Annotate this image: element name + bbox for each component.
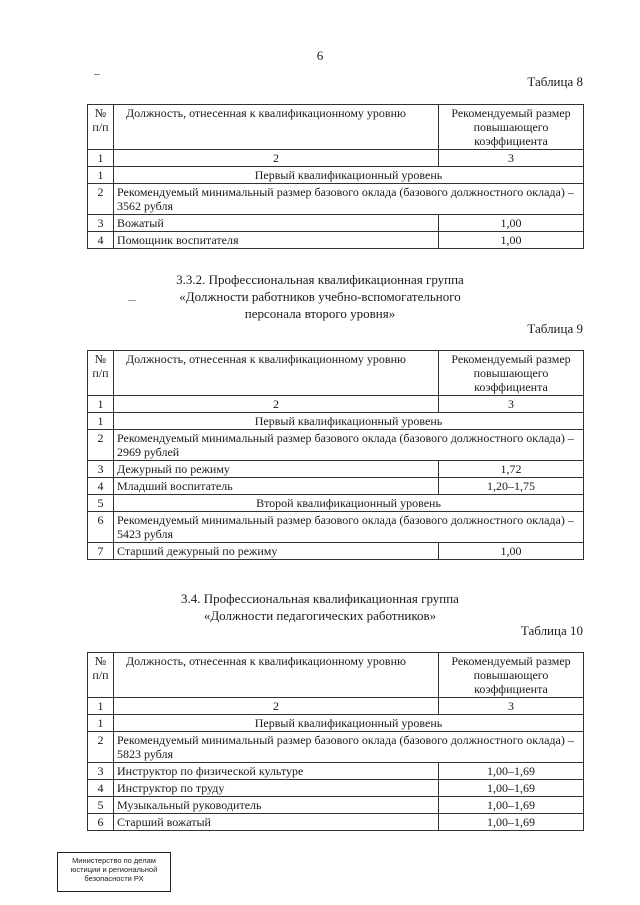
column-number-row (88, 150, 584, 167)
table-row (88, 461, 584, 478)
header-num: № п/п (88, 351, 114, 396)
row-number: 3 (88, 461, 114, 478)
heading-line: «Должности работников учебно-вспомогательного (179, 289, 461, 304)
coefficient-value: 1,00–1,69 (439, 763, 584, 780)
base-salary: Рекомендуемый минимальный размер базового оклада (базового должностного оклада) – 3562 рубля (114, 184, 584, 215)
row-number: 3 (88, 763, 114, 780)
row-number: 2 (88, 430, 114, 461)
colnum-cell: 3 (439, 150, 584, 167)
table-row (88, 732, 584, 763)
row-number: 1 (88, 715, 114, 732)
table-row (88, 184, 584, 215)
table-row (88, 167, 584, 184)
table-row (88, 543, 584, 560)
column-number-row (88, 698, 584, 715)
table-row (88, 814, 584, 831)
heading-line: персонала второго уровня» (244, 306, 396, 321)
coefficient-value: 1,00–1,69 (439, 797, 584, 814)
colnum-cell: 3 (439, 698, 584, 715)
position-name: Помощник воспитателя (114, 232, 439, 249)
header-num: № п/п (88, 653, 114, 698)
table-header-row (88, 105, 584, 150)
header-coefficient: Рекомендуемый размер повышающего коэффициента (439, 653, 584, 698)
table-header-row (88, 653, 584, 698)
position-name: Музыкальный руководитель (114, 797, 439, 814)
coefficient-value: 1,00 (439, 543, 584, 560)
table-row (88, 763, 584, 780)
row-number: 1 (88, 413, 114, 430)
coefficient-value: 1,20–1,75 (439, 478, 584, 495)
page-number: 6 (316, 48, 324, 63)
position-name: Старший дежурный по режиму (114, 543, 439, 560)
position-name: Старший вожатый (114, 814, 439, 831)
stamp-line: безопасности РХ (84, 874, 144, 883)
position-name: Инструктор по физической культуре (114, 763, 439, 780)
header-coefficient: Рекомендуемый размер повышающего коэффициента (439, 105, 584, 150)
table-10 (87, 652, 584, 831)
table-row (88, 715, 584, 732)
coefficient-value: 1,00 (439, 232, 584, 249)
coefficient-value: 1,72 (439, 461, 584, 478)
row-number: 3 (88, 215, 114, 232)
qualification-level: Первый квалификационный уровень (114, 167, 584, 184)
column-number-row (88, 396, 584, 413)
colnum-cell: 2 (114, 150, 439, 167)
header-position: Должность, отнесенная к квалификационному уровню (114, 105, 439, 150)
row-number: 4 (88, 232, 114, 249)
scan-mark (94, 74, 100, 75)
row-number: 4 (88, 780, 114, 797)
table-row (88, 797, 584, 814)
row-number: 2 (88, 184, 114, 215)
colnum-cell: 2 (114, 396, 439, 413)
table-row (88, 512, 584, 543)
ministry-stamp (57, 852, 171, 892)
row-number: 6 (88, 814, 114, 831)
position-name: Инструктор по труду (114, 780, 439, 797)
heading-line: 3.3.2. Профессиональная квалификационная группа (176, 272, 464, 287)
stamp-line: юстиции и региональной (70, 865, 158, 874)
row-number: 5 (88, 495, 114, 512)
position-name: Вожатый (114, 215, 439, 232)
heading-line: 3.4. Профессиональная квалификационная группа (181, 591, 459, 606)
table-8 (87, 104, 584, 249)
header-position: Должность, отнесенная к квалификационному уровню (114, 653, 439, 698)
base-salary: Рекомендуемый минимальный размер базового оклада (базового должностного оклада) – 5823 рубля (114, 732, 584, 763)
table-row (88, 495, 584, 512)
coefficient-value: 1,00 (439, 215, 584, 232)
header-position: Должность, отнесенная к квалификационному уровню (114, 351, 439, 396)
heading-line: «Должности педагогических работников» (203, 608, 437, 623)
table-9 (87, 350, 584, 560)
colnum-cell: 2 (114, 698, 439, 715)
section-heading-3-3-2 (0, 271, 640, 322)
base-salary: Рекомендуемый минимальный размер базового оклада (базового должностного оклада) – 2969 рублей (114, 430, 584, 461)
colnum-cell: 1 (88, 396, 114, 413)
row-number: 4 (88, 478, 114, 495)
colnum-cell: 3 (439, 396, 584, 413)
table-row (88, 478, 584, 495)
table-row (88, 232, 584, 249)
table-10-caption: Таблица 10 (520, 623, 583, 638)
row-number: 2 (88, 732, 114, 763)
section-heading-3-4 (0, 590, 640, 624)
qualification-level: Второй квалификационный уровень (114, 495, 584, 512)
table-8-caption: Таблица 8 (527, 74, 583, 89)
colnum-cell: 1 (88, 698, 114, 715)
table-9-caption: Таблица 9 (527, 321, 583, 336)
base-salary: Рекомендуемый минимальный размер базового оклада (базового должностного оклада) – 5423 рубля (114, 512, 584, 543)
position-name: Младший воспитатель (114, 478, 439, 495)
coefficient-value: 1,00–1,69 (439, 814, 584, 831)
row-number: 6 (88, 512, 114, 543)
table-header-row (88, 351, 584, 396)
table-row (88, 215, 584, 232)
position-name: Дежурный по режиму (114, 461, 439, 478)
row-number: 5 (88, 797, 114, 814)
coefficient-value: 1,00–1,69 (439, 780, 584, 797)
stamp-line: Министерство по делам (72, 856, 156, 865)
qualification-level: Первый квалификационный уровень (114, 715, 584, 732)
header-num: № п/п (88, 105, 114, 150)
qualification-level: Первый квалификационный уровень (114, 413, 584, 430)
row-number: 7 (88, 543, 114, 560)
row-number: 1 (88, 167, 114, 184)
table-row (88, 780, 584, 797)
table-row (88, 430, 584, 461)
header-coefficient: Рекомендуемый размер повышающего коэффициента (439, 351, 584, 396)
colnum-cell: 1 (88, 150, 114, 167)
table-row (88, 413, 584, 430)
